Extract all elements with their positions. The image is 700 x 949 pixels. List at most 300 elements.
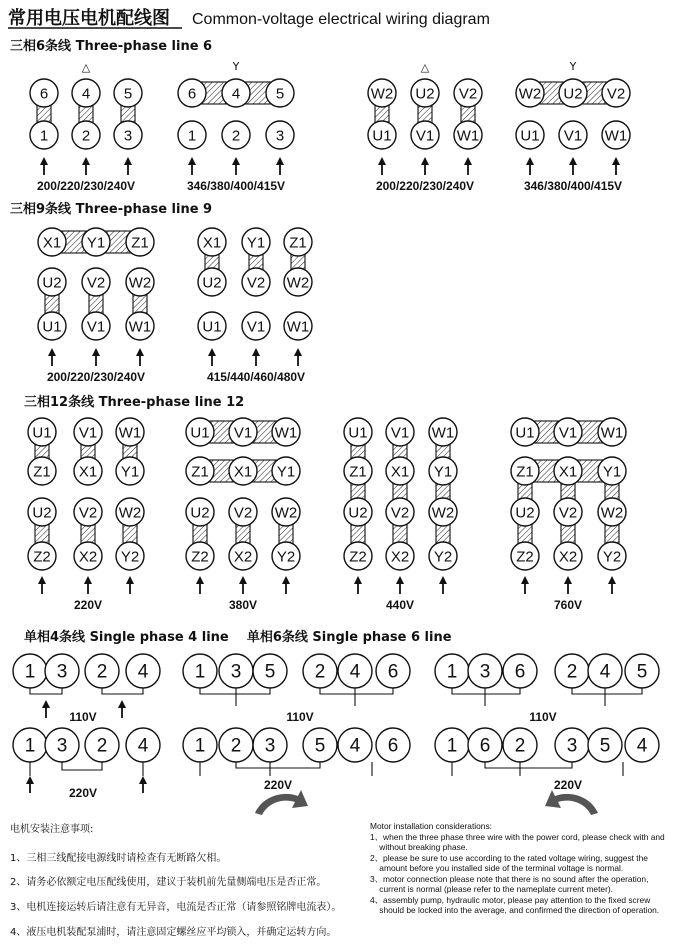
terminal-4 [126,654,160,688]
terminal-Z2 [511,542,539,570]
terminal-label: 6 [187,85,197,103]
supply-arrow-icon [92,348,100,366]
terminal-label: Z1 [33,463,51,481]
note-cn-2: 2、请务必依额定电压配线使用，建议于装机前先量侧端电压是否正常。 [10,877,327,888]
terminal-label: 3 [264,735,276,757]
terminal-label: 2 [314,661,326,683]
terminal-X1 [74,457,102,485]
terminal-label: W2 [286,274,310,292]
terminal-6 [178,79,206,107]
terminal-label: 4 [137,735,149,757]
section-heading-three-phase-6: 三相6条线 Three-phase line 6 [10,39,213,54]
terminal-label: X1 [202,234,222,252]
terminal-6 [376,654,410,688]
supply-arrow-icon [196,576,204,594]
note-en-2a: 2、please be sure to use according to the rated voltage wiring, suggest the [370,853,648,863]
voltage-label: 200/220/230/240V [46,370,146,384]
supply-arrow-icon [564,576,572,594]
wire [572,688,642,694]
terminal-label: W1 [118,424,142,442]
terminal-Y1 [272,457,300,485]
terminal-Z1 [186,457,214,485]
terminal-label: V2 [558,504,578,522]
terminal-U2 [559,79,587,107]
supply-arrow-icon [208,348,216,366]
terminal-label: W2 [431,504,455,522]
section-heading-three-phase-9: 三相9条线 Three-phase line 9 [10,202,213,217]
tp6-diagram-4 [516,60,630,193]
star-symbol: Y [569,60,577,73]
note-en-4b: should be locked into the average, and confirmed the direction of operation. [370,905,660,915]
supply-arrow-icon [126,576,134,594]
terminal-label: W2 [600,504,624,522]
terminal-label: W2 [274,504,298,522]
terminal-label: 3 [230,661,242,683]
terminal-X2 [554,542,582,570]
terminal-W1 [429,418,457,446]
terminal-label: 5 [314,735,326,757]
supply-arrow-icon [139,776,147,793]
terminal-Z1 [511,457,539,485]
voltage-label: 415/440/460/480V [206,370,306,384]
wire [62,762,102,770]
terminal-W2 [126,268,154,296]
terminal-label: 5 [275,85,285,103]
terminal-label: Y2 [602,548,622,566]
terminal-W2 [284,268,312,296]
terminal-label: X2 [390,548,410,566]
terminal-label: W2 [370,85,394,103]
terminal-label: X2 [78,548,98,566]
terminal-label: V2 [606,85,626,103]
terminal-W1 [272,418,300,446]
sp-row1-diagram-1 [13,654,160,724]
terminal-6 [30,79,58,107]
terminal-Z2 [186,542,214,570]
terminal-U2 [38,268,66,296]
supply-arrow-icon [124,157,132,175]
terminal-X1 [554,457,582,485]
terminal-1 [183,728,217,762]
tp6-diagram-1 [30,61,142,193]
terminal-4 [72,79,100,107]
voltage-label: 346/380/400/415V [186,179,286,193]
section-heading-single-phase: 单相4条线 Single phase 4 line 单相6条线 Single phase 6 line [24,630,452,645]
terminal-W2 [116,498,144,526]
terminal-2 [503,728,537,762]
terminal-5 [253,654,287,688]
terminal-Y2 [598,542,626,570]
terminal-3 [114,121,142,149]
terminal-label: 6 [387,735,399,757]
terminal-3 [45,654,79,688]
terminal-U1 [198,312,226,340]
terminal-V1 [242,312,270,340]
terminal-label: V2 [233,504,253,522]
supply-arrow-icon [282,576,290,594]
terminal-1 [13,728,47,762]
section-heading-three-phase-12: 三相12条线 Three-phase line 12 [24,395,245,410]
terminal-label: W2 [128,274,152,292]
note-cn-3: 3、电机连接运转后请注意有无异音，电流是否正常（请参照铭牌电流表）。 [10,902,342,913]
supply-arrow-icon [526,157,534,175]
terminal-V1 [74,418,102,446]
terminal-label: U1 [190,424,210,442]
terminal-label: V1 [78,424,98,442]
tp9-diagram-1 [38,228,154,384]
terminal-Y2 [116,542,144,570]
single-phase-diagrams [13,654,659,800]
terminal-X2 [386,542,414,570]
terminal-label: W1 [604,127,628,145]
sp-row2-diagram-2 [183,728,410,792]
terminal-Y1 [82,228,110,256]
delta-symbol: △ [420,61,430,74]
terminal-label: X1 [78,463,98,481]
terminal-label: U1 [515,424,535,442]
terminal-label: 3 [275,127,285,145]
terminal-V1 [82,312,110,340]
supply-arrow-icon [188,157,196,175]
terminal-label: 4 [636,735,648,757]
terminal-label: 5 [123,85,133,103]
terminal-4 [625,728,659,762]
terminal-label: U2 [348,504,368,522]
terminal-label: W1 [128,318,152,336]
page-title-cn: 常用电压电机配线图 [8,8,170,29]
supply-arrow-icon [48,348,56,366]
terminal-U2 [411,79,439,107]
terminal-Y2 [429,542,457,570]
voltage-label: 760V [553,598,583,612]
voltage-label: 220V [68,786,98,800]
terminal-X2 [74,542,102,570]
tp12-diagram-2 [186,418,300,612]
terminal-W1 [116,418,144,446]
terminal-label: X1 [390,463,410,481]
three-phase-6-diagrams [30,60,630,193]
terminal-3 [468,654,502,688]
voltage-label: 440V [385,598,415,612]
terminal-2 [303,654,337,688]
terminal-label: 6 [387,661,399,683]
supply-arrow-icon [569,157,577,175]
terminal-label: 2 [231,127,241,145]
terminal-V2 [602,79,630,107]
terminal-label: Z1 [131,234,149,252]
terminal-label: X1 [558,463,578,481]
terminal-2 [219,728,253,762]
terminal-label: V1 [558,424,578,442]
three-phase-12-diagrams [28,418,626,612]
voltage-label: 200/220/230/240V [375,179,475,193]
terminal-X1 [229,457,257,485]
supply-arrow-icon [612,157,620,175]
delta-symbol: △ [81,61,91,74]
terminal-V2 [242,268,270,296]
tp6-diagram-2 [178,60,294,193]
terminal-V1 [554,418,582,446]
terminal-label: Y1 [246,234,266,252]
supply-arrow-icon [521,576,529,594]
terminal-V1 [411,121,439,149]
wire [485,762,572,768]
voltage-label: 380V [228,598,258,612]
voltage-label: 346/380/400/415V [523,179,623,193]
terminal-label: 4 [349,661,361,683]
terminal-label: 6 [39,85,49,103]
terminal-label: 4 [137,661,149,683]
terminal-label: 3 [566,735,578,757]
terminal-1 [13,654,47,688]
terminal-U2 [198,268,226,296]
terminal-label: V1 [246,318,266,336]
supply-arrow-icon [439,576,447,594]
terminal-Y1 [116,457,144,485]
terminal-label: Y2 [276,548,296,566]
page-title-en: Common-voltage electrical wiring diagram [192,11,490,28]
terminal-label: 1 [24,735,36,757]
terminal-label: U2 [415,85,435,103]
terminal-label: Z2 [349,548,367,566]
voltage-label: 220V [73,598,103,612]
terminal-5 [625,654,659,688]
terminal-3 [555,728,589,762]
terminal-label: U1 [372,127,392,145]
voltage-label: 220V [553,778,583,792]
supply-arrow-icon [239,576,247,594]
supply-arrow-icon [252,348,260,366]
supply-arrow-icon [26,776,34,793]
voltage-label: 200/220/230/240V [36,179,136,193]
terminal-label: U2 [190,504,210,522]
supply-arrow-icon [84,576,92,594]
terminal-label: W1 [456,127,480,145]
terminal-label: W1 [274,424,298,442]
terminal-2 [555,654,589,688]
note-en-2b: amount before you installed side of the terminal voltage is normal. [370,863,624,873]
terminal-label: U1 [348,424,368,442]
terminal-U1 [516,121,544,149]
supply-arrow-icon [40,157,48,175]
terminal-Z2 [344,542,372,570]
supply-arrow-icon [82,157,90,175]
terminal-Z1 [126,228,154,256]
terminal-label: V2 [390,504,410,522]
supply-arrow-icon [294,348,302,366]
terminal-label: 3 [479,661,491,683]
terminal-U2 [344,498,372,526]
terminal-label: X2 [233,548,253,566]
supply-arrow-icon [421,157,429,175]
terminal-label: 5 [599,735,611,757]
terminal-label: Z1 [349,463,367,481]
terminal-label: Y1 [120,463,140,481]
terminal-Z2 [28,542,56,570]
sp-row2-diagram-3 [435,728,659,792]
note-en-1a: 1、when the three phase three wire with the power cord, please check with and [370,832,665,842]
terminal-label: V1 [86,318,106,336]
terminal-label: 4 [81,85,91,103]
terminal-label: V1 [390,424,410,442]
terminal-label: 1 [39,127,49,145]
terminal-label: Y1 [276,463,296,481]
terminal-label: W1 [600,424,624,442]
wire [102,688,143,694]
terminal-W2 [598,498,626,526]
terminal-V2 [554,498,582,526]
terminal-4 [222,79,250,107]
terminal-label: V2 [78,504,98,522]
terminal-W1 [284,312,312,340]
terminal-label: 4 [599,661,611,683]
terminal-V2 [454,79,482,107]
terminal-label: 5 [636,661,648,683]
tp12-diagram-1 [28,418,144,612]
terminal-label: 2 [81,127,91,145]
terminal-V2 [229,498,257,526]
terminal-1 [30,121,58,149]
terminal-label: U2 [563,85,583,103]
terminal-label: V2 [458,85,478,103]
terminal-V1 [229,418,257,446]
terminal-Z1 [284,228,312,256]
terminal-6 [376,728,410,762]
tp9-diagram-2 [198,228,312,384]
supply-arrow-icon [354,576,362,594]
terminal-X1 [38,228,66,256]
terminal-4 [338,654,372,688]
wire [30,688,62,694]
terminal-label: 3 [56,661,68,683]
terminal-W2 [272,498,300,526]
terminal-X2 [229,542,257,570]
terminal-label: Z2 [191,548,209,566]
terminal-label: U2 [202,274,222,292]
wire [236,762,320,768]
terminal-label: Z1 [191,463,209,481]
terminal-V2 [74,498,102,526]
terminal-label: 1 [446,661,458,683]
terminal-label: Y1 [433,463,453,481]
terminal-label: X2 [558,548,578,566]
terminal-W2 [516,79,544,107]
terminal-label: 1 [187,127,197,145]
terminal-U2 [28,498,56,526]
terminal-4 [126,728,160,762]
tp12-diagram-3 [344,418,457,612]
terminal-W2 [429,498,457,526]
terminal-label: Y2 [120,548,140,566]
terminal-X1 [198,228,226,256]
terminal-U1 [344,418,372,446]
terminal-1 [435,654,469,688]
terminal-label: 4 [231,85,241,103]
terminal-U1 [38,312,66,340]
supply-arrow-icon [608,576,616,594]
terminal-U1 [511,418,539,446]
terminal-label: X1 [233,463,253,481]
terminal-4 [588,654,622,688]
terminal-label: 4 [349,735,361,757]
terminal-W1 [602,121,630,149]
terminal-Y1 [429,457,457,485]
sp-row2-diagram-1 [13,728,160,800]
terminal-V2 [82,268,110,296]
terminal-4 [338,728,372,762]
terminal-2 [85,728,119,762]
terminal-label: 3 [56,735,68,757]
terminal-label: Z1 [289,234,307,252]
note-en-3b: current is normal (please refer to the nameplate current meter). [370,884,613,894]
terminal-3 [45,728,79,762]
note-en-1b: without breaking phase. [370,842,468,852]
supply-arrow-icon [464,157,472,175]
voltage-label: 220V [263,778,293,792]
terminal-V1 [559,121,587,149]
voltage-label: 110V [286,710,314,724]
terminal-label: Y1 [86,234,106,252]
terminal-label: Z1 [516,463,534,481]
terminal-label: U2 [32,504,52,522]
terminal-label: V2 [86,274,106,292]
terminal-label: U1 [42,318,62,336]
terminal-label: 5 [264,661,276,683]
terminal-label: Z2 [33,548,51,566]
terminal-label: 6 [514,661,526,683]
note-en-3a: 3、motor connection please note that there is no sound after the operation, [370,874,649,884]
terminal-5 [266,79,294,107]
terminal-U2 [186,498,214,526]
terminal-label: U2 [515,504,535,522]
terminal-2 [222,121,250,149]
terminal-label: W1 [431,424,455,442]
terminal-X1 [386,457,414,485]
terminal-label: 6 [479,735,491,757]
terminal-label: Z2 [516,548,534,566]
voltage-label: 110V [529,710,557,724]
supply-arrow-icon [276,157,284,175]
terminal-3 [266,121,294,149]
terminal-label: V1 [415,127,435,145]
supply-arrow-icon [378,157,386,175]
note-en-4a: 4、assembly pump, hydraulic motor, please pay attention to the fixed screw [370,895,651,905]
terminal-1 [178,121,206,149]
terminal-Y1 [242,228,270,256]
terminal-label: W1 [286,318,310,336]
supply-arrow-icon [118,700,126,718]
terminal-label: 2 [566,661,578,683]
terminal-W2 [368,79,396,107]
terminal-U2 [511,498,539,526]
terminal-label: Y1 [602,463,622,481]
terminal-label: 2 [96,661,108,683]
terminal-5 [303,728,337,762]
three-phase-9-diagrams [38,228,312,384]
terminal-label: U2 [42,274,62,292]
terminal-Z1 [28,457,56,485]
terminal-label: X1 [42,234,62,252]
sp-row1-diagram-2 [183,654,410,724]
terminal-6 [468,728,502,762]
supply-arrow-icon [396,576,404,594]
tp12-diagram-4 [511,418,626,612]
rotation-arrow-clockwise-icon [255,790,308,815]
notes-title-cn: 电机安装注意事项: [10,824,94,835]
sp-row1-diagram-3 [435,654,659,724]
wire [200,688,270,694]
notes-title-en: Motor installation considerations: [370,821,492,831]
